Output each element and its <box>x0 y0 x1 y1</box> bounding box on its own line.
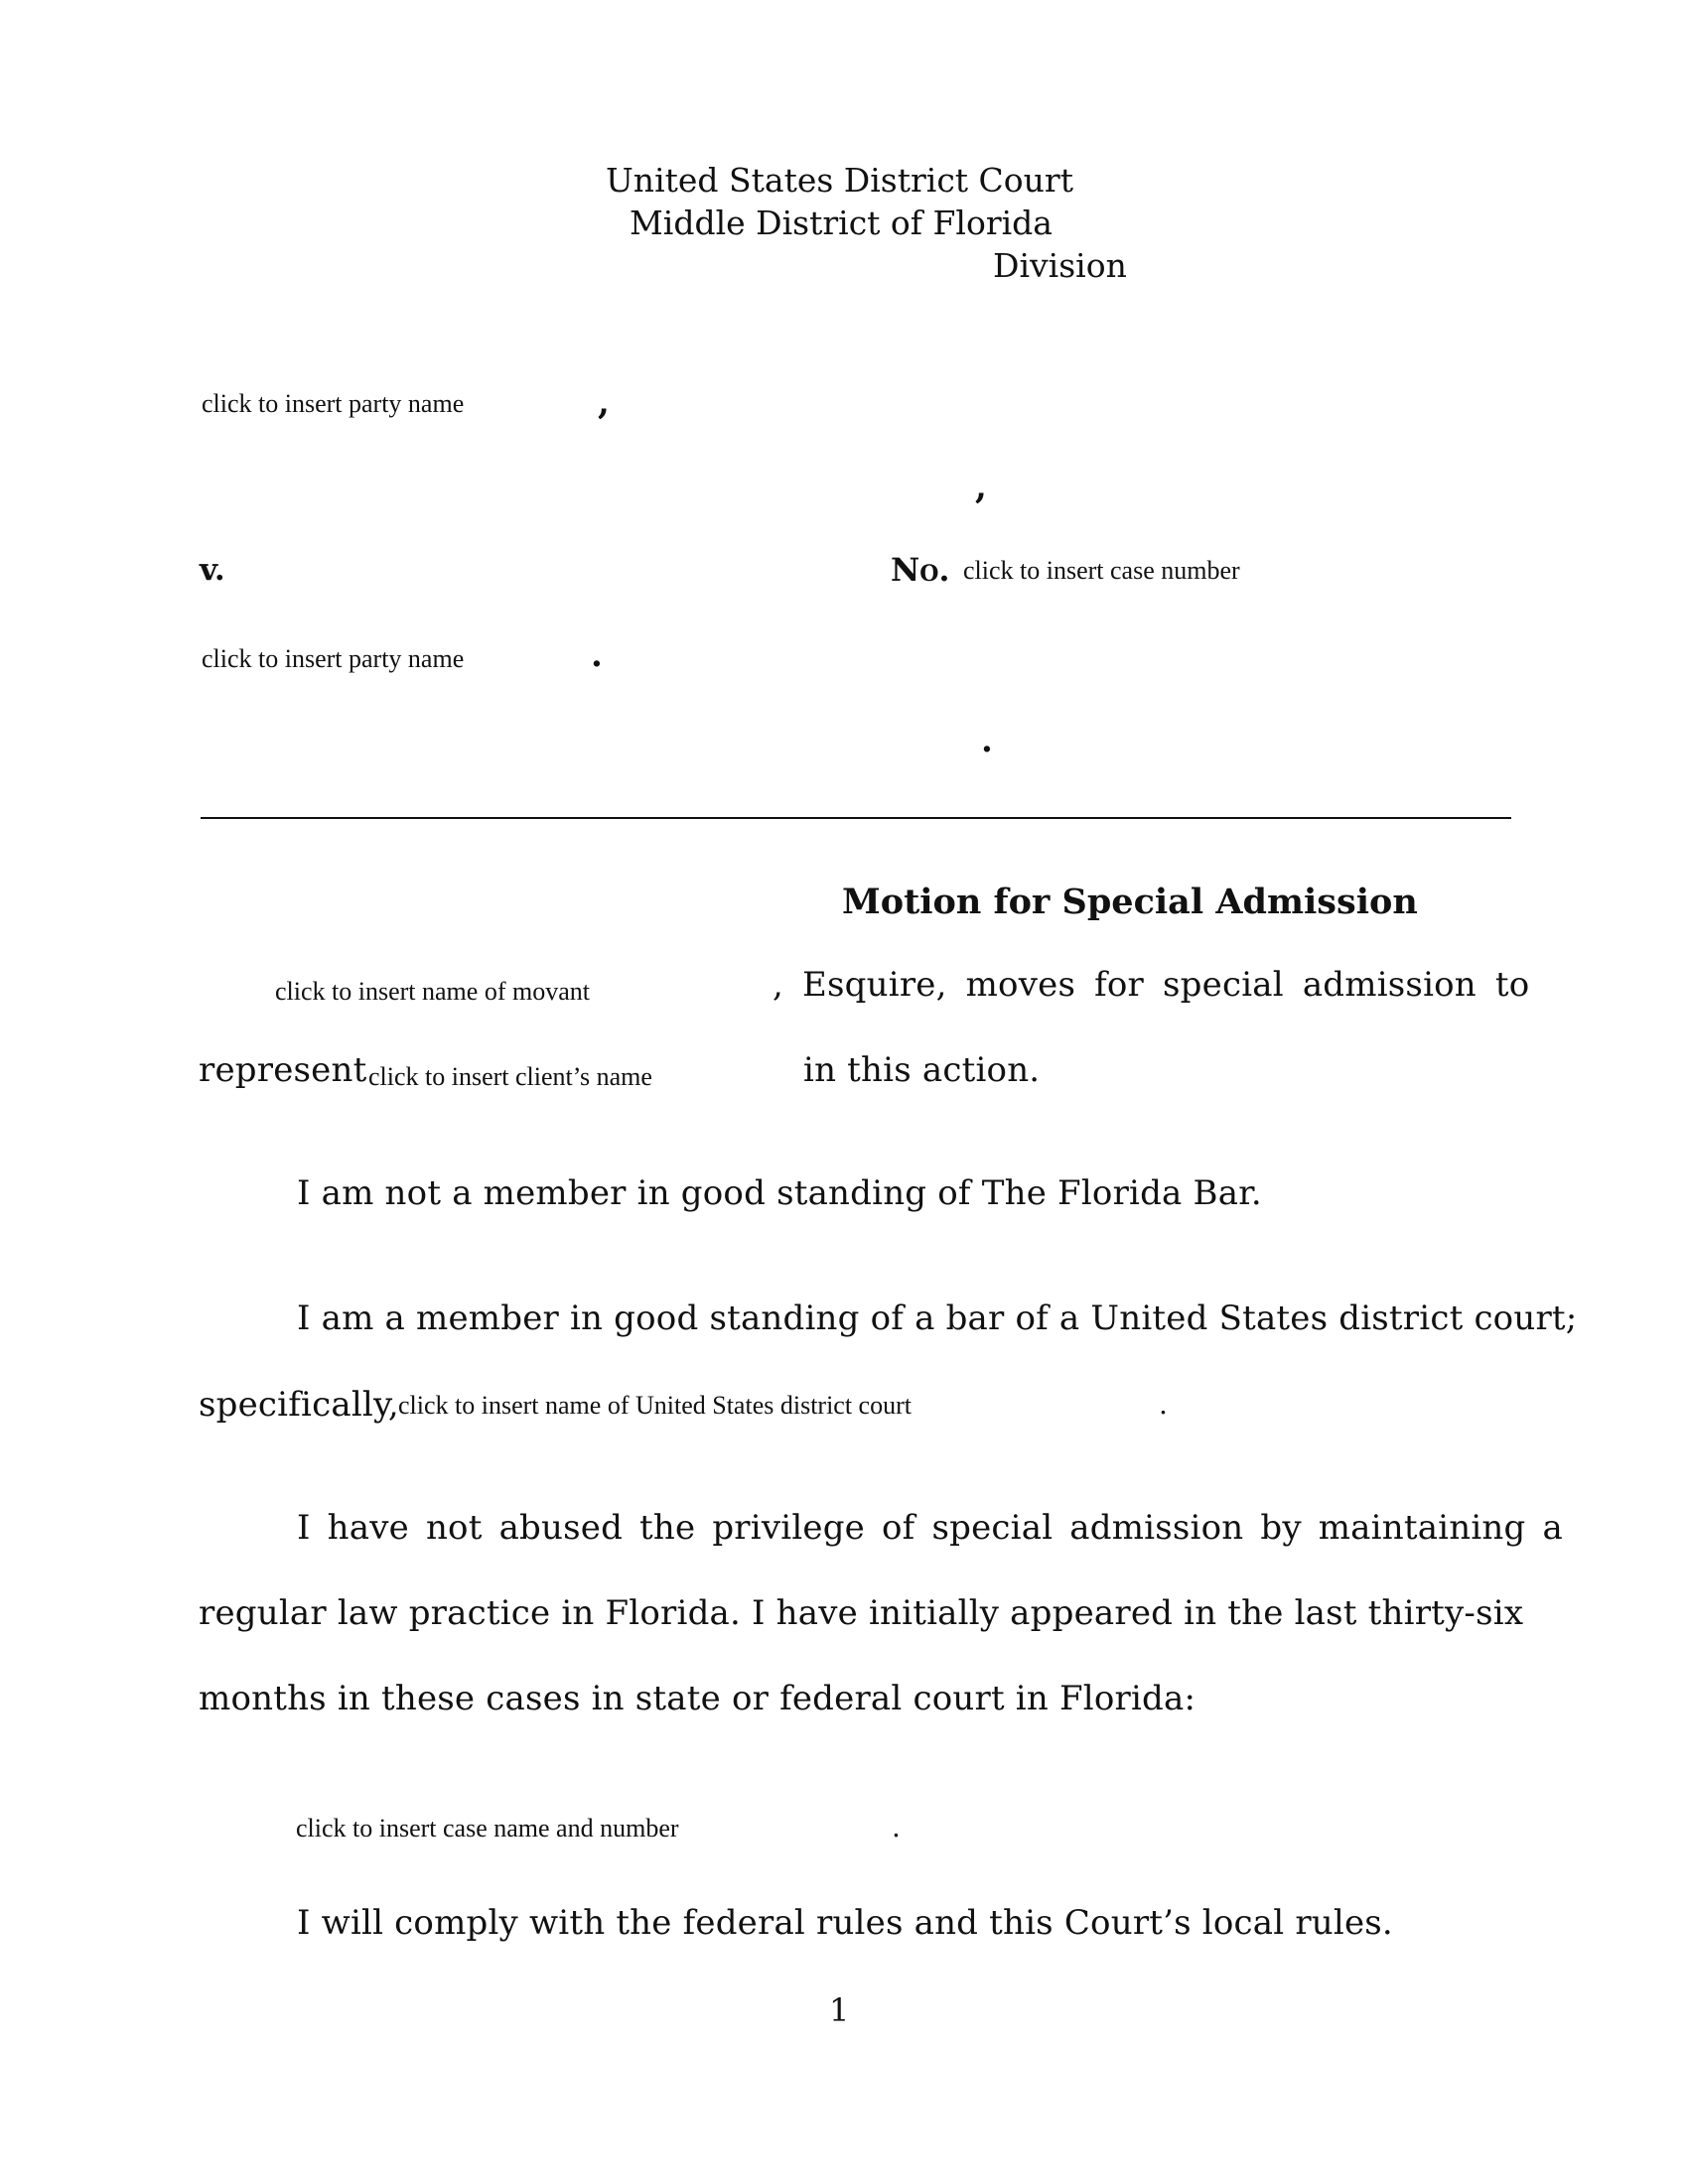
page-number: 1 <box>829 1991 850 2029</box>
versus-label: v. <box>200 552 225 588</box>
defendant-period: . <box>591 635 603 675</box>
represent-text: represent <box>199 1050 367 1090</box>
comply-paragraph: I will comply with the federal rules and this Court’s local rules. <box>297 1903 1393 1943</box>
abuse-paragraph-line3: months in these cases in state or federal court in Florida: <box>199 1679 1196 1718</box>
division-label: Division <box>993 246 1127 285</box>
client-name-field[interactable]: click to insert client’s name <box>368 1062 652 1091</box>
in-action-text: in this action. <box>803 1050 1041 1090</box>
middle-period: . <box>981 721 993 760</box>
plaintiff-comma: , <box>598 383 610 423</box>
case-number-field[interactable]: click to insert case number <box>963 556 1240 585</box>
specifically-text: specifically, <box>199 1385 399 1425</box>
case-no-label: No. <box>891 551 950 589</box>
court-name: United States District Court <box>606 161 1073 200</box>
plaintiff-name-field[interactable]: click to insert party name <box>202 389 465 418</box>
middle-comma: , <box>975 468 987 507</box>
caption-divider <box>201 817 1511 819</box>
abuse-paragraph-line2: regular law practice in Florida. I have initially appeared in the last thirty-six <box>199 1593 1524 1633</box>
movant-text: , Esquire, moves for special admission to <box>773 965 1530 1005</box>
district-court-field[interactable]: click to insert name of United States district court <box>398 1391 912 1420</box>
case-name-period: . <box>892 1811 901 1843</box>
member-paragraph-line1: I am a member in good standing of a bar of a United States district court; <box>297 1298 1578 1338</box>
case-name-number-field[interactable]: click to insert case name and number <box>296 1814 679 1843</box>
district-court-period: . <box>1159 1388 1168 1421</box>
district-name: Middle District of Florida <box>630 204 1053 242</box>
not-member-paragraph: I am not a member in good standing of The Florida Bar. <box>297 1173 1262 1213</box>
movant-name-field[interactable]: click to insert name of movant <box>275 977 590 1006</box>
abuse-paragraph-line1: I have not abused the privilege of special admission by maintaining a <box>297 1508 1563 1548</box>
motion-title: Motion for Special Admission <box>842 882 1418 922</box>
defendant-name-field[interactable]: click to insert party name <box>202 644 465 673</box>
